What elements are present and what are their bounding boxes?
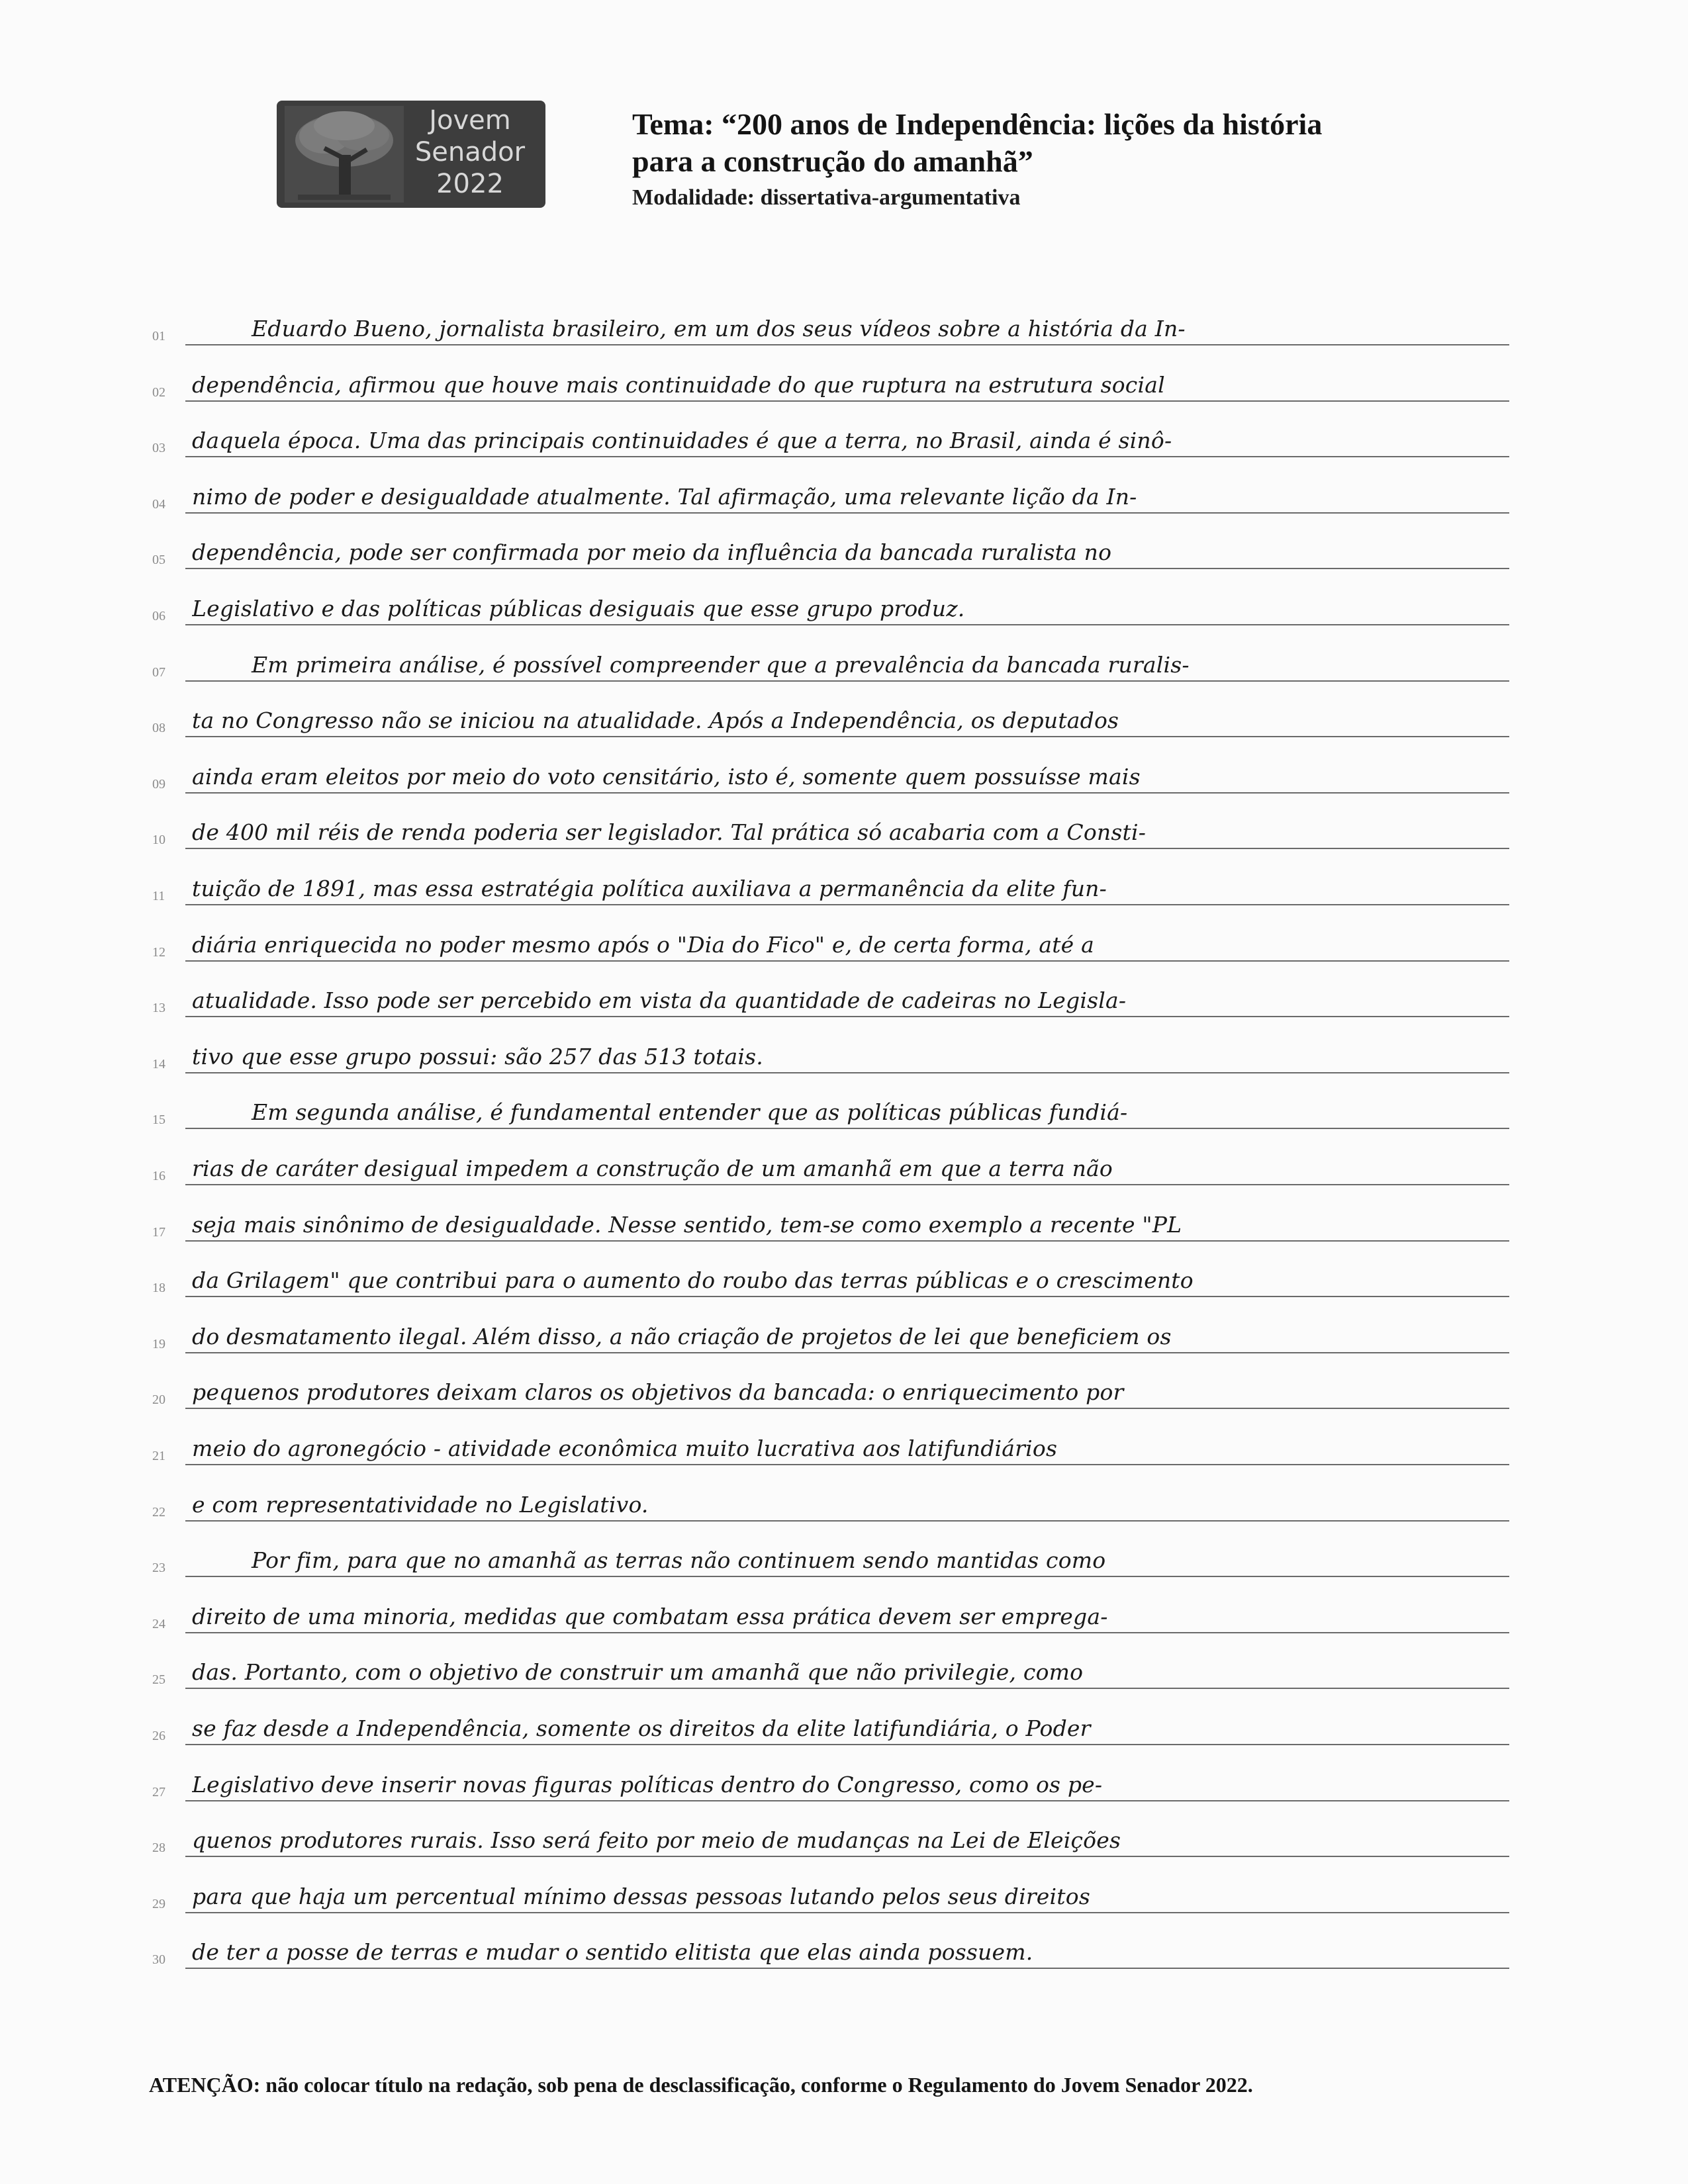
essay-line <box>152 856 1509 911</box>
line-number: 18 <box>152 1281 165 1296</box>
essay-line <box>152 1473 1509 1527</box>
line-rule <box>185 792 1509 794</box>
essay-line <box>152 1528 1509 1582</box>
essay-line <box>152 1193 1509 1247</box>
line-rule <box>185 1856 1509 1857</box>
line-rule <box>185 1016 1509 1017</box>
essay-line <box>152 1080 1509 1134</box>
line-number: 11 <box>152 889 165 903</box>
handwritten-text: diária enriquecida no poder mesmo após o "Dia do Fico" e, de certa forma, até a <box>192 931 1094 958</box>
theme-line-2: para a construção do amanhã” <box>632 144 1033 178</box>
line-number: 09 <box>152 776 165 792</box>
essay-line <box>152 745 1509 799</box>
line-rule <box>185 680 1509 682</box>
line-rule <box>185 400 1509 402</box>
essay-line <box>152 1808 1509 1862</box>
handwritten-text: e com representatividade no Legislativo. <box>192 1491 649 1518</box>
line-number: 26 <box>152 1729 165 1743</box>
handwritten-text: tuição de 1891, mas essa estratégia política auxiliava a permanência da elite fun- <box>192 876 1107 901</box>
handwritten-text: das. Portanto, com o objetivo de construir um amanhã que não privilegie, como <box>192 1659 1084 1686</box>
line-number: 14 <box>152 1056 165 1071</box>
line-number: 17 <box>152 1224 165 1240</box>
handwritten-text: dependência, afirmou que houve mais continuidade do que ruptura na estrutura social <box>192 371 1165 398</box>
line-number: 02 <box>152 385 165 400</box>
handwritten-text: para que haja um percentual mínimo dessas pessoas lutando pelos seus direitos <box>192 1883 1090 1909</box>
line-rule <box>185 1632 1509 1633</box>
handwritten-text: ainda eram eleitos por meio do voto censitário, isto é, somente quem possuísse mais <box>192 763 1141 790</box>
handwritten-text: daquela época. Uma das principais continuidades é que a terra, no Brasil, ainda é sinô- <box>192 428 1172 454</box>
handwritten-text: Em primeira análise, é possível compreender que a prevalência da bancada ruralis- <box>252 651 1190 678</box>
handwritten-text: Em segunda análise, é fundamental entender que as políticas públicas fundiá- <box>252 1099 1128 1126</box>
handwritten-text: tivo que esse grupo possui: são 257 das 513 totais. <box>192 1043 763 1069</box>
handwritten-text: meio do agronegócio - atividade econômica muito lucrativa aos latifundiários <box>192 1435 1058 1461</box>
handwritten-text: Eduardo Bueno, jornalista brasileiro, em um dos seus vídeos sobre a história da In- <box>252 316 1186 341</box>
theme-line-1: Tema: “200 anos de Independência: lições da história <box>632 107 1323 141</box>
line-rule <box>185 512 1509 514</box>
line-number: 20 <box>152 1392 165 1408</box>
logo-line-1: Jovem <box>429 105 511 136</box>
handwritten-text: atualidade. Isso pode ser percebido em vista da quantidade de cadeiras no Legisla- <box>192 987 1127 1014</box>
line-number: 28 <box>152 1841 165 1856</box>
handwritten-text: direito de uma minoria, medidas que combatam essa prática devem ser emprega- <box>192 1603 1108 1629</box>
line-number: 07 <box>152 664 165 680</box>
essay-line <box>152 465 1509 519</box>
essay-line <box>152 1920 1509 1974</box>
line-number: 23 <box>152 1561 165 1576</box>
line-rule <box>185 1128 1509 1129</box>
line-number: 06 <box>152 609 165 623</box>
line-rule <box>185 1688 1509 1689</box>
line-number: 04 <box>152 496 165 512</box>
essay-line <box>152 576 1509 631</box>
essay-line <box>152 353 1509 407</box>
line-number: 29 <box>152 1896 165 1911</box>
footer-notice: ATENÇÃO: não colocar título na redação, sob pena de desclassificação, conforme o Regulamento do Jovem Senador 2022. <box>149 2073 1253 2097</box>
essay-line <box>152 1360 1509 1414</box>
handwritten-text: pequenos produtores deixam claros os objetivos da bancada: o enriquecimento por <box>192 1379 1124 1406</box>
line-rule <box>185 736 1509 737</box>
line-rule <box>185 456 1509 457</box>
essay-line <box>152 296 1509 351</box>
line-rule <box>185 344 1509 345</box>
line-number: 24 <box>152 1616 165 1631</box>
line-rule <box>185 1296 1509 1297</box>
handwritten-text: Por fim, para que no amanhã as terras não continuem sendo mantidas como <box>252 1547 1106 1574</box>
line-rule <box>185 1408 1509 1409</box>
essay-line <box>152 1248 1509 1302</box>
line-number: 22 <box>152 1504 165 1520</box>
handwritten-text: de 400 mil réis de renda poderia ser legislador. Tal prática só acabaria com a Consti- <box>192 819 1147 846</box>
line-rule <box>185 904 1509 905</box>
line-rule <box>185 1352 1509 1353</box>
line-rule <box>185 1464 1509 1465</box>
essay-line <box>152 520 1509 574</box>
line-rule <box>185 1072 1509 1073</box>
line-number: 05 <box>152 553 165 568</box>
handwritten-text: rias de caráter desigual impedem a construção de um amanhã em que a terra não <box>192 1156 1113 1181</box>
handwritten-text: Legislativo deve inserir novas figuras políticas dentro do Congresso, como os pe- <box>192 1771 1103 1797</box>
handwritten-text: seja mais sinônimo de desigualdade. Nesse sentido, tem-se como exemplo a recente "PL <box>192 1211 1182 1238</box>
line-number: 21 <box>152 1449 165 1463</box>
line-rule <box>185 1744 1509 1745</box>
line-number: 25 <box>152 1672 165 1688</box>
line-number: 08 <box>152 721 165 736</box>
essay-line <box>152 1640 1509 1694</box>
line-number: 01 <box>152 329 165 343</box>
line-rule <box>185 1576 1509 1577</box>
essay-line <box>152 633 1509 687</box>
line-rule <box>185 1184 1509 1185</box>
essay-line <box>152 1752 1509 1807</box>
line-number: 16 <box>152 1169 165 1183</box>
handwritten-text: quenos produtores rurais. Isso será feito por meio de mudanças na Lei de Eleições <box>192 1827 1121 1854</box>
essay-line <box>152 1584 1509 1639</box>
line-rule <box>185 1800 1509 1801</box>
essay-line <box>152 688 1509 743</box>
line-number: 13 <box>152 1001 165 1016</box>
line-rule <box>185 1240 1509 1242</box>
handwritten-text: se faz desde a Independência, somente os direitos da elite latifundiária, o Poder <box>192 1715 1091 1741</box>
handwritten-text: ta no Congresso não se iniciou na atualidade. Após a Independência, os deputados <box>192 707 1119 734</box>
line-number: 12 <box>152 944 165 960</box>
line-rule <box>185 624 1509 625</box>
essay-line <box>152 408 1509 463</box>
essay-line <box>152 1864 1509 1919</box>
essay-line <box>152 968 1509 1023</box>
line-rule <box>185 848 1509 849</box>
line-number: 27 <box>152 1784 165 1799</box>
logo-line-2: Senador <box>414 137 526 167</box>
line-number: 15 <box>152 1113 165 1128</box>
essay-modality: Modalidade: dissertativa-argumentativa <box>632 185 1021 210</box>
line-rule <box>185 1520 1509 1522</box>
line-rule <box>185 960 1509 962</box>
line-number: 10 <box>152 833 165 848</box>
essay-line <box>152 1416 1509 1471</box>
essay-line <box>152 913 1509 967</box>
essay-line <box>152 1304 1509 1359</box>
essay-line <box>152 1696 1509 1751</box>
line-number: 30 <box>152 1952 165 1968</box>
handwritten-text: Legislativo e das políticas públicas desiguais que esse grupo produz. <box>192 596 965 621</box>
handwritten-text: do desmatamento ilegal. Além disso, a não criação de projetos de lei que beneficiem os <box>192 1323 1172 1349</box>
handwritten-text: da Grilagem" que contribui para o aumento do roubo das terras públicas e o crescimento <box>192 1267 1194 1294</box>
line-number: 19 <box>152 1336 165 1351</box>
essay-line <box>152 1136 1509 1191</box>
handwritten-text: nimo de poder e desigualdade atualmente. Tal afirmação, uma relevante lição da In- <box>192 483 1137 510</box>
line-rule <box>185 568 1509 569</box>
line-rule <box>185 1968 1509 1969</box>
handwritten-text: dependência, pode ser confirmada por meio da influência da bancada ruralista no <box>192 539 1112 566</box>
logo-line-3: 2022 <box>436 169 504 199</box>
essay-line <box>152 1024 1509 1079</box>
line-number: 03 <box>152 441 165 456</box>
handwritten-text: de ter a posse de terras e mudar o sentido elitista que elas ainda possuem. <box>192 1939 1033 1966</box>
line-rule <box>185 1912 1509 1913</box>
essay-line <box>152 800 1509 854</box>
